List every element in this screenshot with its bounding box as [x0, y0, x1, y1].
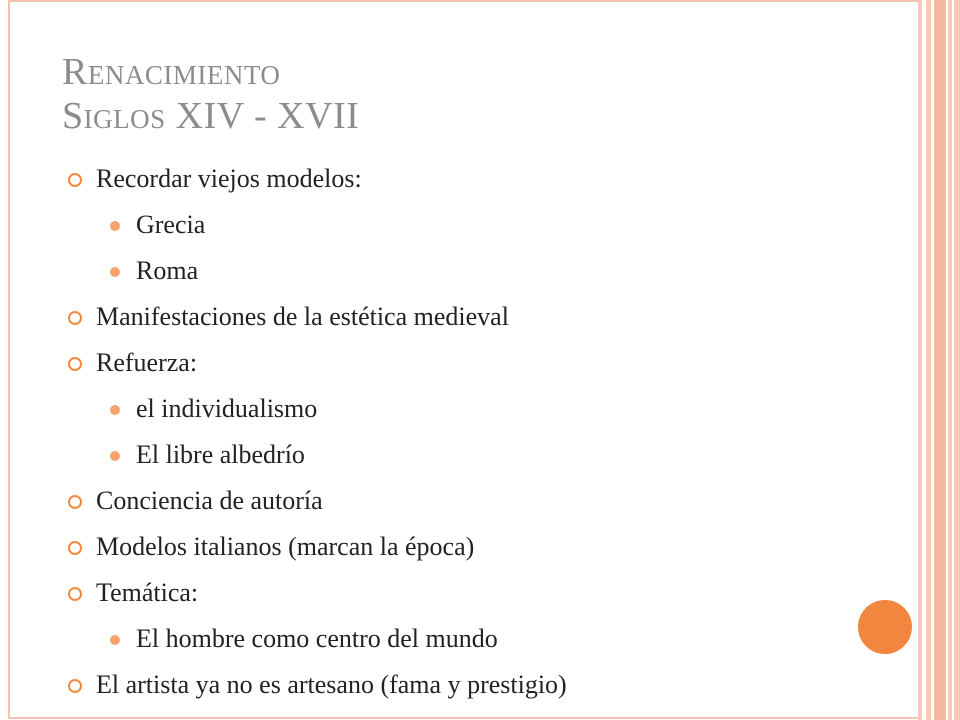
- dot-bullet-icon: [110, 451, 120, 461]
- decorative-stripes: [918, 0, 960, 720]
- ring-bullet-icon: [68, 679, 82, 693]
- list-item: [66, 570, 846, 616]
- ring-bullet-icon: [68, 541, 82, 555]
- ring-bullet-icon: [68, 173, 82, 187]
- dot-bullet-icon: [110, 635, 120, 645]
- list-item: [66, 340, 846, 386]
- slide-title: [62, 50, 822, 138]
- list-item-text: el individualismo: [136, 394, 318, 423]
- decorative-circle: [855, 597, 915, 657]
- list-item: [66, 202, 846, 248]
- ring-bullet-icon: [68, 311, 82, 325]
- list-item-text: Modelos italianos (marcan la época): [96, 532, 475, 561]
- list-item: [66, 662, 846, 708]
- list-item: [66, 478, 846, 524]
- dot-bullet-icon: [110, 405, 120, 415]
- dot-bullet-icon: [110, 221, 120, 231]
- list-item-text: El hombre como centro del mundo: [136, 624, 498, 653]
- list-item: [66, 432, 846, 478]
- list-item: [66, 156, 846, 202]
- list-item-text: El libre albedrío: [136, 440, 305, 469]
- list-item: [66, 248, 846, 294]
- list-item: [66, 386, 846, 432]
- ring-bullet-icon: [68, 357, 82, 371]
- list-item-text: El artista ya no es artesano (fama y prestigio): [96, 670, 567, 699]
- ring-bullet-icon: [68, 495, 82, 509]
- ring-bullet-icon: [68, 587, 82, 601]
- list-item-text: Temática:: [96, 578, 199, 607]
- list-item: [66, 294, 846, 340]
- list-item-text: Manifestaciones de la estética medieval: [96, 302, 509, 331]
- list-item-text: Conciencia de autoría: [96, 486, 323, 515]
- dot-bullet-icon: [110, 267, 120, 277]
- list-item-text: Refuerza:: [96, 348, 198, 377]
- title-line-1: Renacimiento: [62, 51, 281, 93]
- list-item: [66, 524, 846, 570]
- list-item-text: Roma: [136, 256, 199, 285]
- list-item-text: Recordar viejos modelos:: [96, 164, 362, 193]
- title-line-2: Siglos XIV - XVII: [62, 95, 360, 137]
- bullet-list: [66, 156, 846, 708]
- list-item-text: Grecia: [136, 210, 206, 239]
- list-item: [66, 616, 846, 662]
